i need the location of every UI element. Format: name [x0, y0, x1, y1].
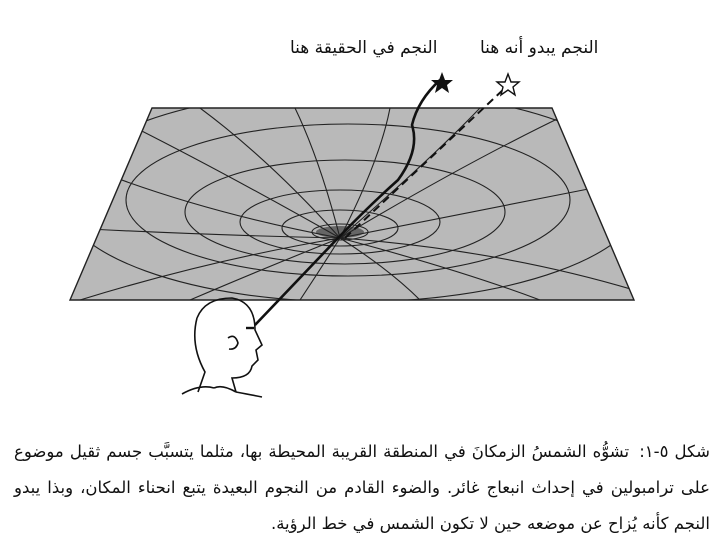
spacetime-sheet — [70, 108, 634, 300]
observer-icon — [182, 298, 262, 397]
actual-star-icon — [431, 72, 453, 93]
apparent-star-label: النجم يبدو أنه هنا — [480, 38, 599, 58]
caption-text: تشوُّه الشمسُ الزمكانَ في المنطقة القريبة المحيطة بها، مثلما يتسبَّب جسم ثقيل موضوع على ترامبولين في إحداث انبعاج غائر. والضوء القادم من النجوم البعيدة يتبع انحناء المكان، وبذا يبدو النجم كأنه يُزاح عن موضعه حين لا تكون الشمس في خط الرؤية. — [14, 442, 710, 533]
caption-number: شكل ٥-١: — [639, 442, 710, 461]
figure-caption — [14, 434, 710, 542]
actual-star-label: النجم في الحقيقة هنا — [290, 38, 438, 58]
